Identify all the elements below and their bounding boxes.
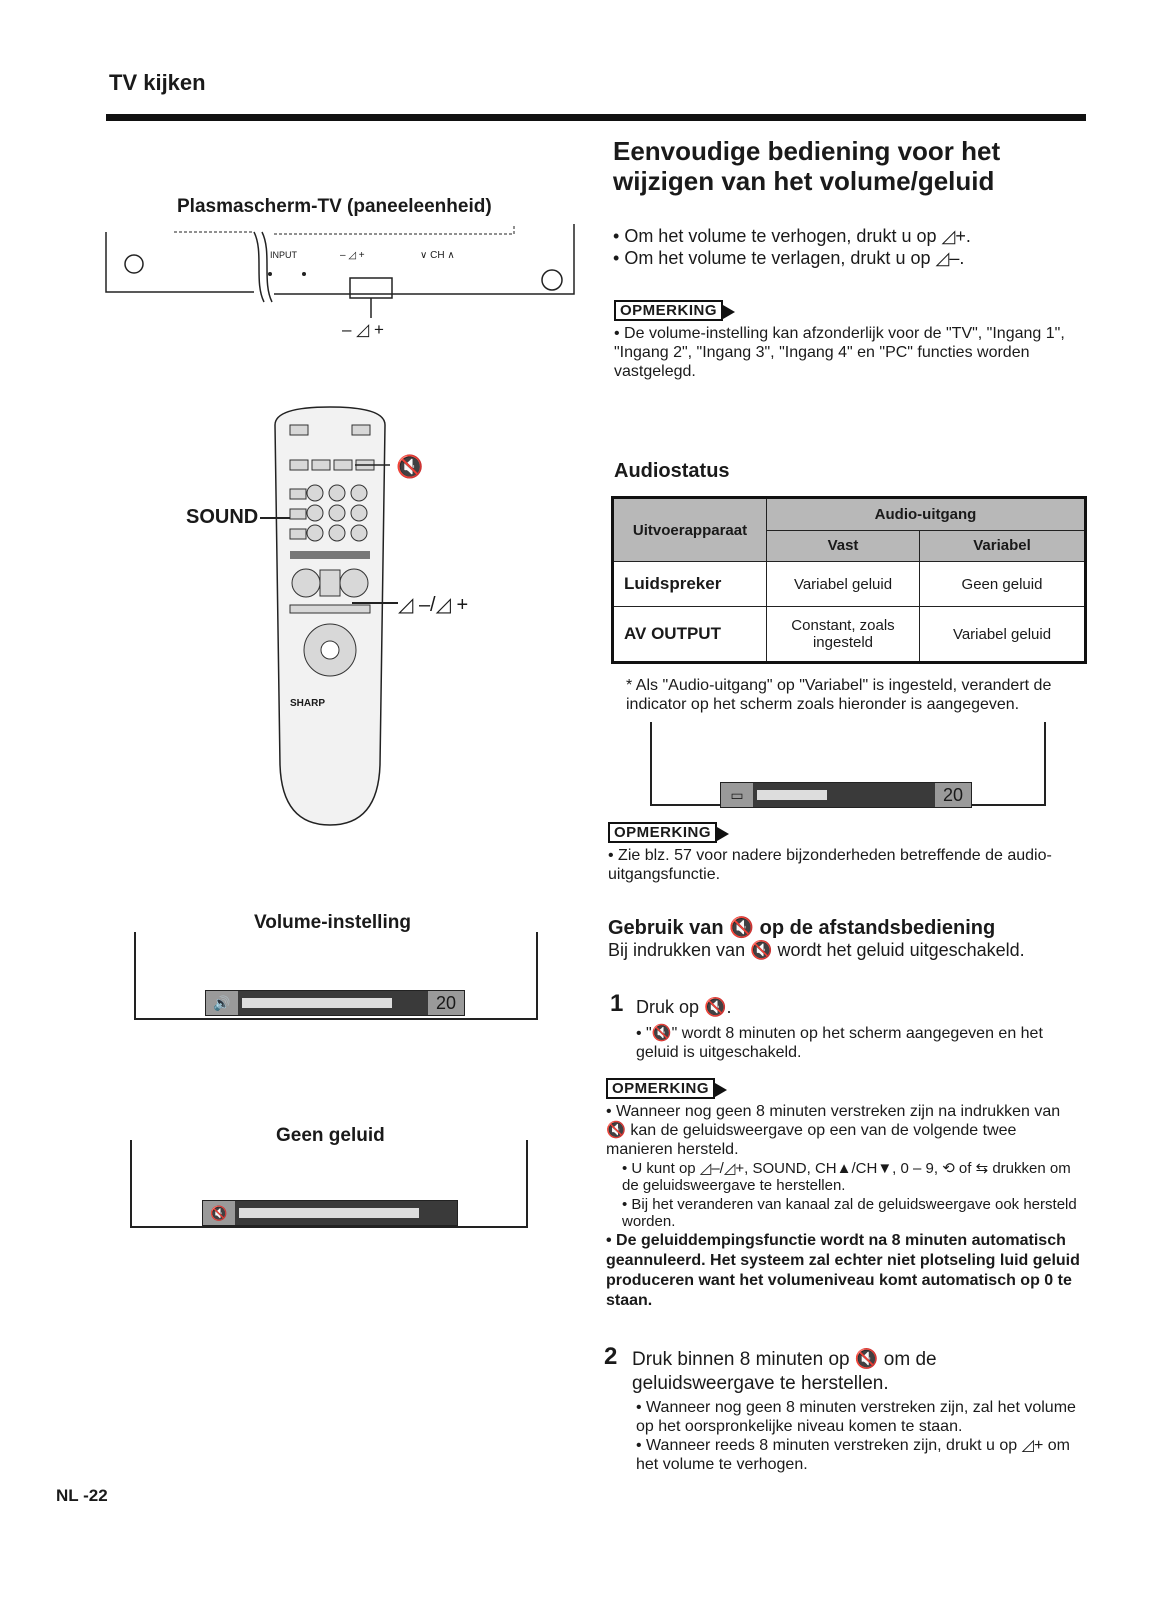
asterisk-note: * Als "Audio-uitgang" op "Variabel" is ingesteld, verandert de indicator op het scherm zoals hieronder is aangegeven. <box>626 677 1052 713</box>
col-device: Uitvoerapparaat <box>613 498 767 562</box>
mute-icon: 🔇 <box>396 454 424 479</box>
remote-volume-label: ◿ –/◿ + <box>398 594 469 616</box>
volume-osd-bar <box>242 998 392 1008</box>
mute-subheading: Bij indrukken van 🔇 wordt het geluid uitgeschakeld. <box>608 940 1025 960</box>
mute-caption: Geen geluid <box>276 1125 385 1146</box>
panel-title: Plasmascherm-TV (paneeleenheid) <box>177 196 492 217</box>
note-2: • Zie blz. 57 voor nadere bijzonderheden betreffende de audio-uitgangsfunctie. <box>608 847 1052 883</box>
header-rule <box>106 114 1086 121</box>
note-badge: OPMERKING <box>606 1078 715 1099</box>
table-row: AV OUTPUT Constant, zoals ingesteld Variabel geluid <box>613 607 1086 663</box>
step-1-bullet: • "🔇" wordt 8 minuten op het scherm aangegeven en het geluid is uitgeschakeld. <box>636 1025 1043 1061</box>
page-number: NL -22 <box>56 1486 108 1505</box>
remote-sound-label: SOUND <box>186 506 259 528</box>
note-1: • De volume-instelling kan afzonderlijk voor de "TV", "Ingang 1", "Ingang 2", "Ingang 3", "Ingang 4" en "PC" functies worden vastgelegd. <box>614 325 1065 380</box>
note-3: • Wanneer nog geen 8 minuten verstreken zijn na indrukken van 🔇 kan de geluidsweergave op een van de volgende twee manieren hersteld. <box>606 1103 1061 1158</box>
variable-osd <box>720 782 972 808</box>
note-badge: OPMERKING <box>608 822 717 843</box>
col-fixed: Vast <box>767 530 920 562</box>
volume-bullets <box>613 225 1083 269</box>
step-2-bullet-1: • Wanneer nog geen 8 minuten verstreken zijn, zal het volume op het oorspronkelijke niveau komen te staan. <box>636 1399 1076 1435</box>
speaker-icon: 🔊 <box>206 991 238 1015</box>
volume-osd <box>205 990 465 1016</box>
volume-osd-value: 20 <box>428 991 464 1015</box>
bullet-volume-up: • Om het volume te verhogen, drukt u op ◿+. <box>613 226 971 246</box>
remote-control <box>270 405 390 830</box>
step-2-bullet-2: • Wanneer reeds 8 minuten verstreken zijn, drukt u op ◿+ om het volume te verhogen. <box>636 1437 1070 1473</box>
note-3-sub-1: • U kunt op ◿–/◿+, SOUND, CH▲/CH▼, 0 – 9, ⟲ of ⇆ drukken om de geluidsweergave te herstellen. <box>622 1160 1071 1194</box>
main-heading: Eenvoudige bediening voor het wijzigen van het volume/geluid <box>613 136 1001 196</box>
volume-caption: Volume-instelling <box>254 912 411 933</box>
col-group: Audio-uitgang <box>767 498 1086 531</box>
mute-osd-bar <box>239 1208 419 1218</box>
note-badge: OPMERKING <box>614 300 723 321</box>
sound-leader-line <box>260 517 290 519</box>
bullet-volume-down: • Om het volume te verlagen, drukt u op ◿–. <box>613 248 965 268</box>
mute-osd <box>202 1200 458 1226</box>
note-3-bold: • De geluiddempingsfunctie wordt na 8 minuten automatisch geannuleerd. Het systeem zal echter niet plotseling luid geluid produceren want het volumeniveau komt automatisch op 0 te staan. <box>606 1232 1080 1309</box>
table-row: Luidspreker Variabel geluid Geen geluid <box>613 562 1086 607</box>
panel-input-label: INPUT <box>270 250 297 260</box>
col-variable: Variabel <box>920 530 1086 562</box>
remote-brand: SHARP <box>290 698 326 709</box>
audio-out-icon: ▭ <box>721 783 753 807</box>
step-2-number: 2 <box>604 1343 618 1370</box>
variable-osd-bar <box>757 790 827 800</box>
step-2-text: Druk binnen 8 minuten op 🔇 om de geluidsweergave te herstellen. <box>632 1349 937 1394</box>
step-1-number: 1 <box>610 990 624 1017</box>
mute-speaker-icon: 🔇 <box>203 1201 235 1225</box>
section-title: TV kijken <box>109 70 206 95</box>
note-3-sub-2: • Bij het veranderen van kanaal zal de geluidsweergave ook hersteld worden. <box>622 1196 1077 1230</box>
audiostatus-title: Audiostatus <box>614 460 730 482</box>
audiostatus-table <box>611 496 1087 664</box>
volume-leader-line <box>352 602 398 604</box>
step-1-text: Druk op 🔇. <box>636 997 732 1017</box>
mute-heading: Gebruik van 🔇 op de afstandsbediening <box>608 917 996 939</box>
variable-osd-value: 20 <box>935 783 971 807</box>
panel-vol-callout: – ◿ + <box>342 320 384 339</box>
panel-ch-label: ∨ CH ∧ <box>420 250 455 261</box>
panel-vol-label: – ◿ + <box>340 250 365 261</box>
